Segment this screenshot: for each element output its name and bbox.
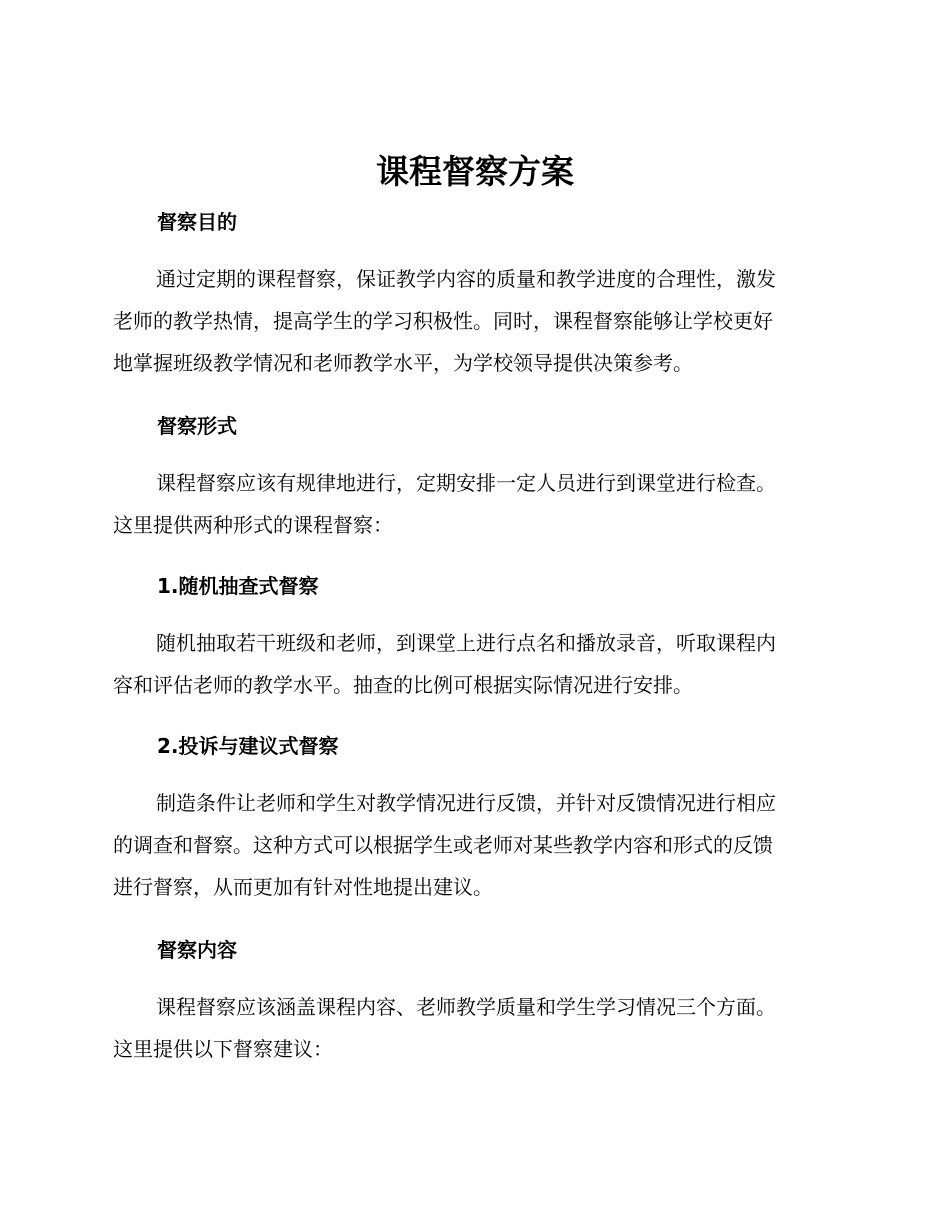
section-paragraph-form — [113, 462, 833, 546]
section-heading-form: 督察形式 — [157, 414, 237, 438]
document-title: 课程督察方案 — [376, 152, 574, 191]
section-paragraph-content — [113, 986, 833, 1070]
paragraph-line: 进行督察，从而更加有针对性地提出建议。 — [113, 875, 493, 899]
section-paragraph-random-check — [113, 622, 833, 706]
section-heading-content: 督察内容 — [157, 938, 237, 962]
paragraph-line: 的调查和督察。这种方式可以根据学生或老师对某些教学内容和形式的反馈 — [113, 833, 773, 857]
paragraph-line: 这里提供以下督察建议： — [113, 1037, 333, 1061]
paragraph-line: 通过定期的课程督察，保证教学内容的质量和教学进度的合理性，激发 — [156, 267, 776, 291]
section-paragraph-complaint — [113, 782, 833, 908]
section-heading-random-check: 1.随机抽查式督察 — [157, 574, 319, 598]
paragraph-line: 这里提供两种形式的课程督察： — [113, 513, 393, 537]
paragraph-line: 制造条件让老师和学生对教学情况进行反馈，并针对反馈情况进行相应 — [156, 791, 776, 815]
section-paragraph-purpose — [113, 258, 833, 384]
paragraph-line: 容和评估老师的教学水平。抽查的比例可根据实际情况进行安排。 — [113, 673, 693, 697]
paragraph-line: 课程督察应该涵盖课程内容、老师教学质量和学生学习情况三个方面。 — [156, 995, 776, 1019]
paragraph-line: 地掌握班级教学情况和老师教学水平，为学校领导提供决策参考。 — [113, 351, 693, 375]
paragraph-line: 课程督察应该有规律地进行，定期安排一定人员进行到课堂进行检查。 — [156, 471, 776, 495]
paragraph-line: 老师的教学热情，提高学生的学习积极性。同时，课程督察能够让学校更好 — [113, 309, 773, 333]
paragraph-line: 随机抽取若干班级和老师，到课堂上进行点名和播放录音，听取课程内 — [156, 631, 776, 655]
section-heading-purpose: 督察目的 — [157, 210, 237, 234]
section-heading-complaint: 2.投诉与建议式督察 — [157, 734, 339, 758]
